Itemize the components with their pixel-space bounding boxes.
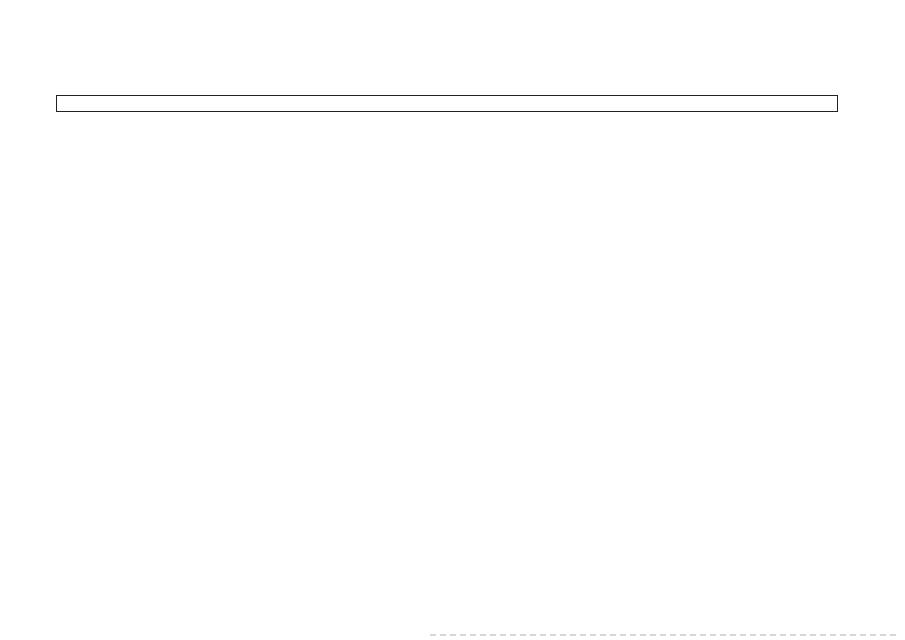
scan-artifact (430, 634, 900, 636)
table-header (56, 95, 838, 112)
